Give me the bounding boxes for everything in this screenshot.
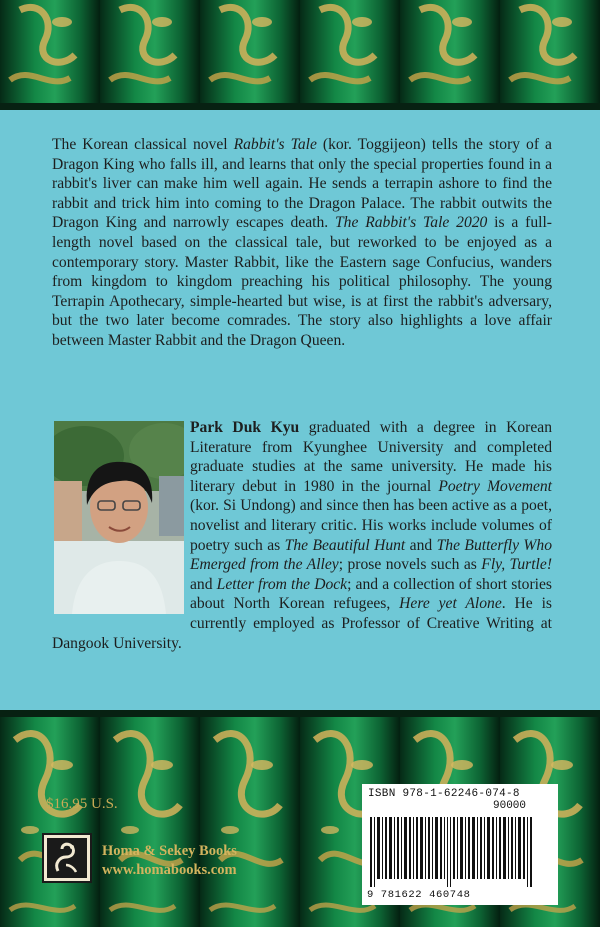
bio-text-4: ; prose novels such as (338, 556, 482, 574)
publisher-logo (42, 833, 92, 883)
damask-pattern-top (0, 0, 600, 110)
author-bio (52, 418, 552, 653)
bio-work-4: Letter from the Dock (216, 575, 348, 593)
bio-work-5: Here yet Alone (399, 595, 502, 613)
bio-text-6: ; and a collection of short stories about North Korean refugees, (190, 575, 552, 613)
top-decorative-band (0, 0, 600, 110)
price-code: 90000 (493, 800, 527, 812)
book-description (52, 135, 552, 351)
isbn-label: ISBN 978-1-62246-074-8 (368, 788, 520, 800)
blurb-text-3: is a full-length novel based on the classical tale, but reworked to be enjoyed as a contemporary story. Master Rabbit, like the Eastern sage Confucius, wanders from kingdom to kingdom preaching his political philosophy. The young Terrapin Apothecary, simple-hearted but wise, is at first the rabbit's adversary, but the two later become comrades. The story also highlights a love affair between Master Rabbit and the Dragon Queen. (52, 214, 552, 349)
blurb-title-1: Rabbit's Tale (233, 136, 317, 153)
bio-work-3: Fly, Turtle! (481, 556, 553, 574)
blurb-title-2: The Rabbit's Tale 2020 (335, 214, 488, 232)
bio-text-7: . He is currently employed as Professor of Creative Writing at Dangook University. (52, 595, 553, 652)
bio-text-2: (kor. Si Undong) and since then has been active as a poet, novelist and literary critic. His works include volumes of poetry such as (190, 497, 552, 554)
blurb-text-2: (kor. Toggijeon) tells the story of a Dragon King who falls ill, and learns that only the special properties found in a rabbit's liver can make him well again. He sends a terrapin ashore to find the rabbit and trick him into coming to the Dragon Palace. The rabbit outwits the Dragon King and narrowly escapes death. (52, 136, 552, 232)
publisher-website: www.homabooks.com (102, 862, 237, 878)
bio-text-3: and (405, 536, 437, 554)
author-name: Park Duk Kyu (190, 419, 300, 436)
bio-work-2: The Butterfly Who Emerged from the Alley (190, 536, 553, 574)
ean-number: 9 781622 460748 (367, 889, 471, 901)
bio-journal: Poetry Movement (438, 477, 553, 495)
price-label: $16.95 U.S. (46, 796, 118, 812)
bio-text-1: graduated with a degree in Korean Literature from Kyunghee University and completed graduate studies at the same university. He made his literary debut in 1980 in the journal (190, 419, 552, 495)
barcode-icon (368, 803, 554, 889)
bio-text-5: and (190, 575, 217, 593)
publisher-name: Homa & Sekey Books (102, 843, 237, 859)
dragon-logo-icon (44, 835, 90, 881)
blurb-text-1: The Korean classical novel (52, 136, 234, 153)
bio-work-1: The Beautiful Hunt (284, 536, 406, 554)
